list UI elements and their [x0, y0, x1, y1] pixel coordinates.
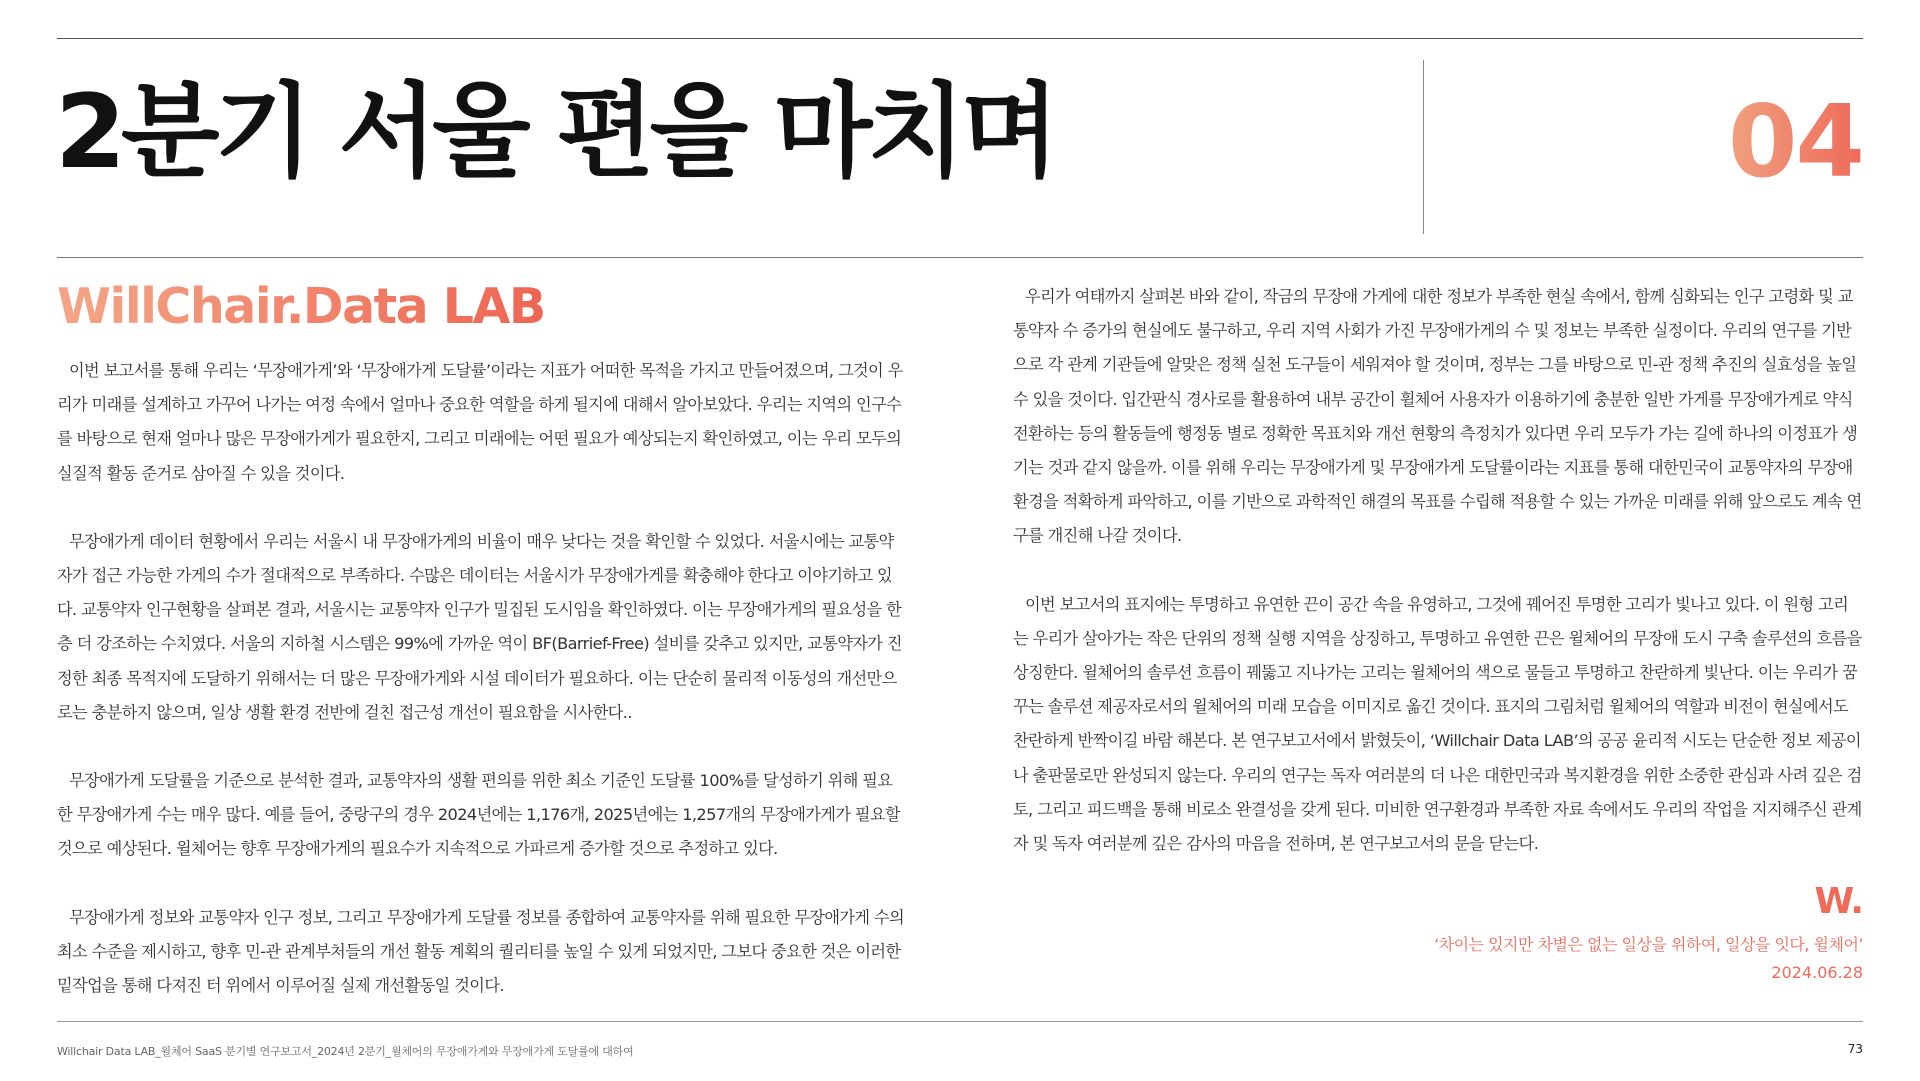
top-divider [57, 38, 1863, 39]
signoff-quote: ‘차이는 있지만 차별은 없는 일상을 위하여, 일상을 잇다, 윌체어’ [1434, 935, 1863, 954]
footer-divider [57, 1021, 1863, 1022]
header-vertical-divider [1423, 60, 1424, 234]
page-title: 2분기 서울 편을 마치며 [55, 73, 1055, 192]
brand-logo: WillChair.Data LAB [57, 278, 545, 335]
page-number: 73 [1847, 1042, 1863, 1056]
signoff [1434, 881, 1863, 982]
paragraph: 무장애가게 데이터 현황에서 우리는 서울시 내 무장애가게의 비율이 매우 낮다는 것을 확인할 수 있었다. 서울시에는 교통약자가 접근 가능한 가게의 수가 절대적으로 부족하다. 수많은 데이터는 서울시가 무장애가게를 확충해야 한다고 이야기하고 있다. 교통약자 인구현황을 살펴본 결과, 서울시는 교통약자 인구가 밀집된 도시임을 확인하였다. 이는 무장애가게의 필요성을 한층 더 강조하는 수치였다. 서울의 지하철 시스템은 99%에 가까운 역이 BF(Barrief-Free) 설비를 갖추고 있지만, 교통약자가 진정한 최종 목적지에 도달하기 위해서는 더 많은 무장애가게와 시설 데이터가 필요하다. 이는 단순히 물리적 이동성의 개선만으로는 충분하지 않으며, 일상 생활 환경 전반에 걸친 접근성 개선이 필요함을 시사한다.. [57, 531, 902, 722]
paragraph: 우리가 여태까지 살펴본 바와 같이, 작금의 무장애 가게에 대한 정보가 부족한 현실 속에서, 함께 심화되는 인구 고령화 및 교통약자 수 증가의 현실에도 불구하고, 우리 지역 사회가 가진 무장애가게의 수 및 정보는 부족한 실정이다. 우리의 연구를 기반으로 각 관계 기관들에 알맞은 정책 실천 도구들이 세워져야 할 것이며, 정부는 그를 바탕으로 민-관 정책 추진의 실효성을 높일 수 있을 것이다. 입간판식 경사로를 활용하여 내부 공간이 휠체어 사용자가 이용하기에 충분한 일반 가게를 무장애가게로 약식 전환하는 등의 활동들에 행정동 별로 정확한 목표치와 개선 현황의 측정치가 있다면 우리 모두가 가는 길에 하나의 이정표가 생기는 것과 같지 않을까. 이를 위해 우리는 무장애가게 및 무장애가게 도달률이라는 지표를 통해 대한민국이 교통약자의 무장애 환경을 적확하게 파악하고, 이를 기반으로 과학적인 해결의 목표를 수립해 적용할 수 있는 가까운 미래를 위해 앞으로도 계속 연구를 개진해 나갈 것이다. [1013, 287, 1862, 546]
right-column [1013, 280, 1863, 895]
paragraph: 이번 보고서의 표지에는 투명하고 유연한 끈이 공간 속을 유영하고, 그것에 꿰어진 투명한 고리가 빛나고 있다. 이 원형 고리는 우리가 살아가는 작은 단위의 정책 실행 지역을 상징하고, 투명하고 유연한 끈은 윌체어의 무장애 도시 구축 솔루션의 흐름을 상징한다. 윌체어의 솔루션 흐름이 꿰뚫고 지나가는 고리는 윌체어의 색으로 물들고 투명하고 찬란하게 빛난다. 이는 우리가 꿈꾸는 솔루션 제공자로서의 윌체어의 미래 모습을 이미지로 옮긴 것이다. 표지의 그림처럼 윌체어의 역할과 비전이 현실에서도 찬란하게 반짝이길 바람 해본다. 본 연구보고서에서 밝혔듯이, ‘Willchair Data LAB’의 공공 윤리적 시도는 단순한 정보 제공이나 출판물로만 완성되지 않는다. 우리의 연구는 독자 여러분의 더 나은 대한민국과 복지환경을 위한 소중한 관심과 사려 깊은 검토, 그리고 피드백을 통해 비로소 완결성을 갖게 된다. 미비한 연구환경과 부족한 자료 속에서도 우리의 작업을 지지해주신 관계자 및 독자 여러분께 깊은 감사의 마음을 전하며, 본 연구보고서의 문을 닫는다. [1013, 594, 1862, 854]
paragraph: 이번 보고서를 통해 우리는 ‘무장애가게’와 ‘무장애가게 도달률’이라는 지표가 어떠한 목적을 가지고 만들어졌으며, 그것이 우리가 미래를 설계하고 가꾸어 나가는 여정 속에서 얼마나 중요한 역할을 하게 될지에 대해서 알아보았다. 우리는 지역의 인구수를 바탕으로 현재 얼마나 많은 무장애가게가 필요한지, 그리고 미래에는 어떤 필요가 예상되는지 확인하였고, 이는 우리 모두의 실질적 활동 준거로 삼아질 수 있을 것이다. [57, 361, 903, 483]
footer-text: Willchair Data LAB_윌체어 SaaS 분기별 연구보고서_2024년 2분기_윌체어의 무장애가게와 무장애가게 도달률에 대하여 [57, 1045, 634, 1058]
signoff-date: 2024.06.28 [1771, 963, 1863, 982]
paragraph: 무장애가게 도달률을 기준으로 분석한 결과, 교통약자의 생활 편의를 위한 최소 기준인 도달률 100%를 달성하기 위해 필요한 무장애가게 수는 매우 많다. 예를 들어, 중랑구의 경우 2024년에는 1,176개, 2025년에는 1,257개의 무장애가게가 필요할 것으로 예상된다. 윌체어는 향후 무장애가게의 필요수가 지속적으로 가파르게 증가할 것으로 추정하고 있다. [57, 771, 901, 859]
header-divider [57, 257, 1863, 258]
chapter-number: 04 [1727, 83, 1863, 200]
signature-mark: W. [1814, 881, 1863, 922]
paragraph: 무장애가게 정보와 교통약자 인구 정보, 그리고 무장애가게 도달률 정보를 종합하여 교통약자를 위해 필요한 무장애가게 수의 최소 수준을 제시하고, 향후 민-관 관계부처들의 개선 활동 계획의 퀄리티를 높일 수 있게 되었지만, 그보다 중요한 것은 이러한 밑작업을 통해 다져진 터 위에서 이루어질 실제 개선활동일 것이다. [57, 907, 905, 996]
left-column [57, 354, 907, 1037]
